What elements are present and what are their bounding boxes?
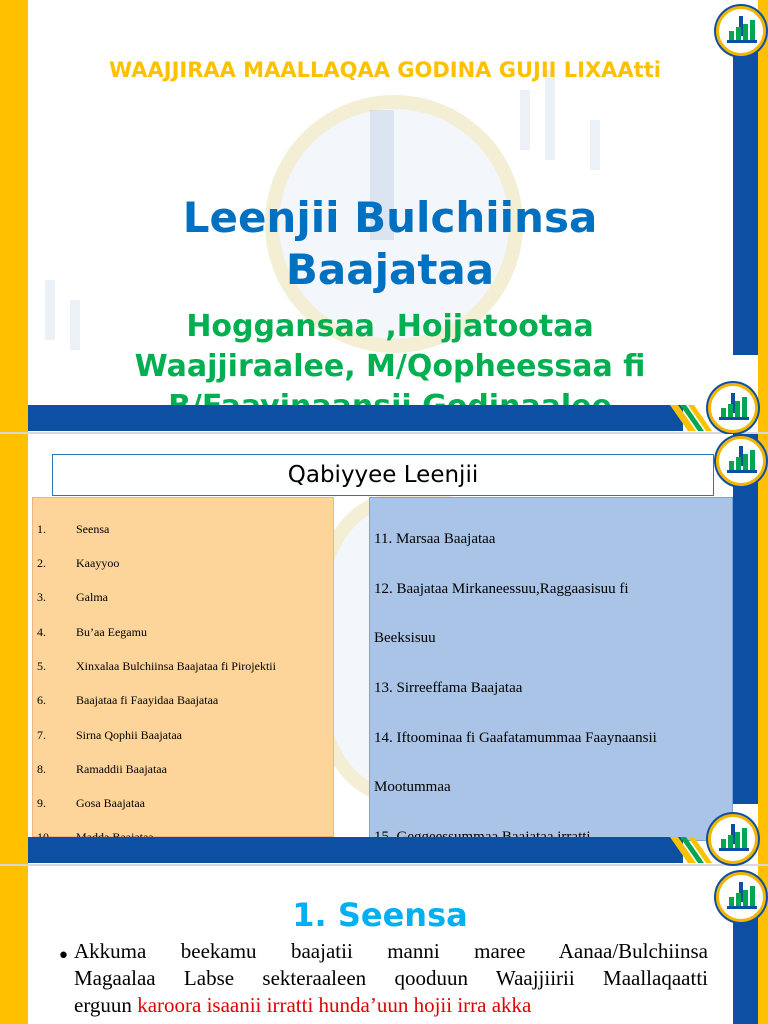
contents-list-right [369, 497, 733, 841]
presentation-title: Leenjii Bulchiinsa Baajataa [182, 193, 598, 294]
section-title: 1. Seensa [292, 896, 468, 934]
bottom-band [28, 405, 683, 431]
finance-bureau-logo-icon [716, 6, 766, 56]
list-item: 13. Sirreeffama Baajataa [374, 680, 523, 696]
paragraph-line: Akkuma beekamu baajatii manni maree Aanaa/Bulchiinsa [74, 939, 708, 963]
watermark-candle [70, 300, 80, 350]
watermark-candle [590, 120, 600, 170]
finance-bureau-logo-icon [708, 383, 758, 433]
contents-slide[interactable] [0, 434, 768, 864]
bullet-icon: • [57, 944, 70, 969]
left-accent-bar [0, 434, 28, 864]
list-item: 12. Baajataa Mirkaneessuu,Raggaasisuu fi [374, 581, 629, 597]
left-accent-bar [0, 866, 28, 1024]
bottom-band [28, 837, 683, 863]
list-item: 11. Marsaa Baajataa [374, 531, 496, 547]
title-slide[interactable] [0, 0, 768, 432]
watermark-candle [520, 90, 530, 150]
right-yellow-edge [758, 434, 768, 864]
watermark-candle [45, 280, 55, 340]
list-item: 14. Iftoominaa fi Gaafatamummaa Faaynaansii [374, 730, 657, 746]
paragraph-text: erguun [74, 993, 138, 1017]
right-yellow-edge [758, 0, 768, 432]
highlighted-text: karoora isaanii irratti hunda’uun hojii irra akka [137, 993, 532, 1017]
list-item-continuation: Beeksisuu [374, 630, 436, 646]
paragraph-line: Magaalaa Labse sekteraaleen qooduun Waajjiirii Maallaqaatti [74, 966, 708, 990]
audience-subtitle: Hoggansaa ,Hojjatootaa Waajjiraalee, M/Qopheessaa fi [134, 309, 646, 384]
left-accent-bar [0, 0, 28, 432]
contents-header: Qabiyyee Leenjii [52, 454, 714, 496]
right-blue-bar [733, 50, 758, 355]
finance-bureau-logo-icon [716, 872, 766, 922]
contents-list-left: 1. Seensa 2. Kaayyoo 3. Galma 4. Bu’aa Eegamu 5. Xinxalaa Bulchiinsa Baajataa fi Pirojektii 6. Baajataa fi Faayidaa Baajataa 7. Sirna Qophii Baajataa 8. Ramaddii Baajataa 9. Gosa Baajataa [32, 497, 334, 837]
introduction-slide[interactable] [0, 866, 768, 1024]
organization-title: WAAJJIRAA MAALLAQAA GODINA GUJII LIXAAtti [109, 58, 661, 82]
intro-paragraph [74, 938, 708, 1019]
finance-bureau-logo-icon [716, 436, 766, 486]
list-item-continuation: Mootummaa [374, 779, 451, 795]
right-blue-bar [733, 434, 758, 804]
paragraph-line [74, 992, 708, 1019]
finance-bureau-logo-icon [708, 814, 758, 864]
